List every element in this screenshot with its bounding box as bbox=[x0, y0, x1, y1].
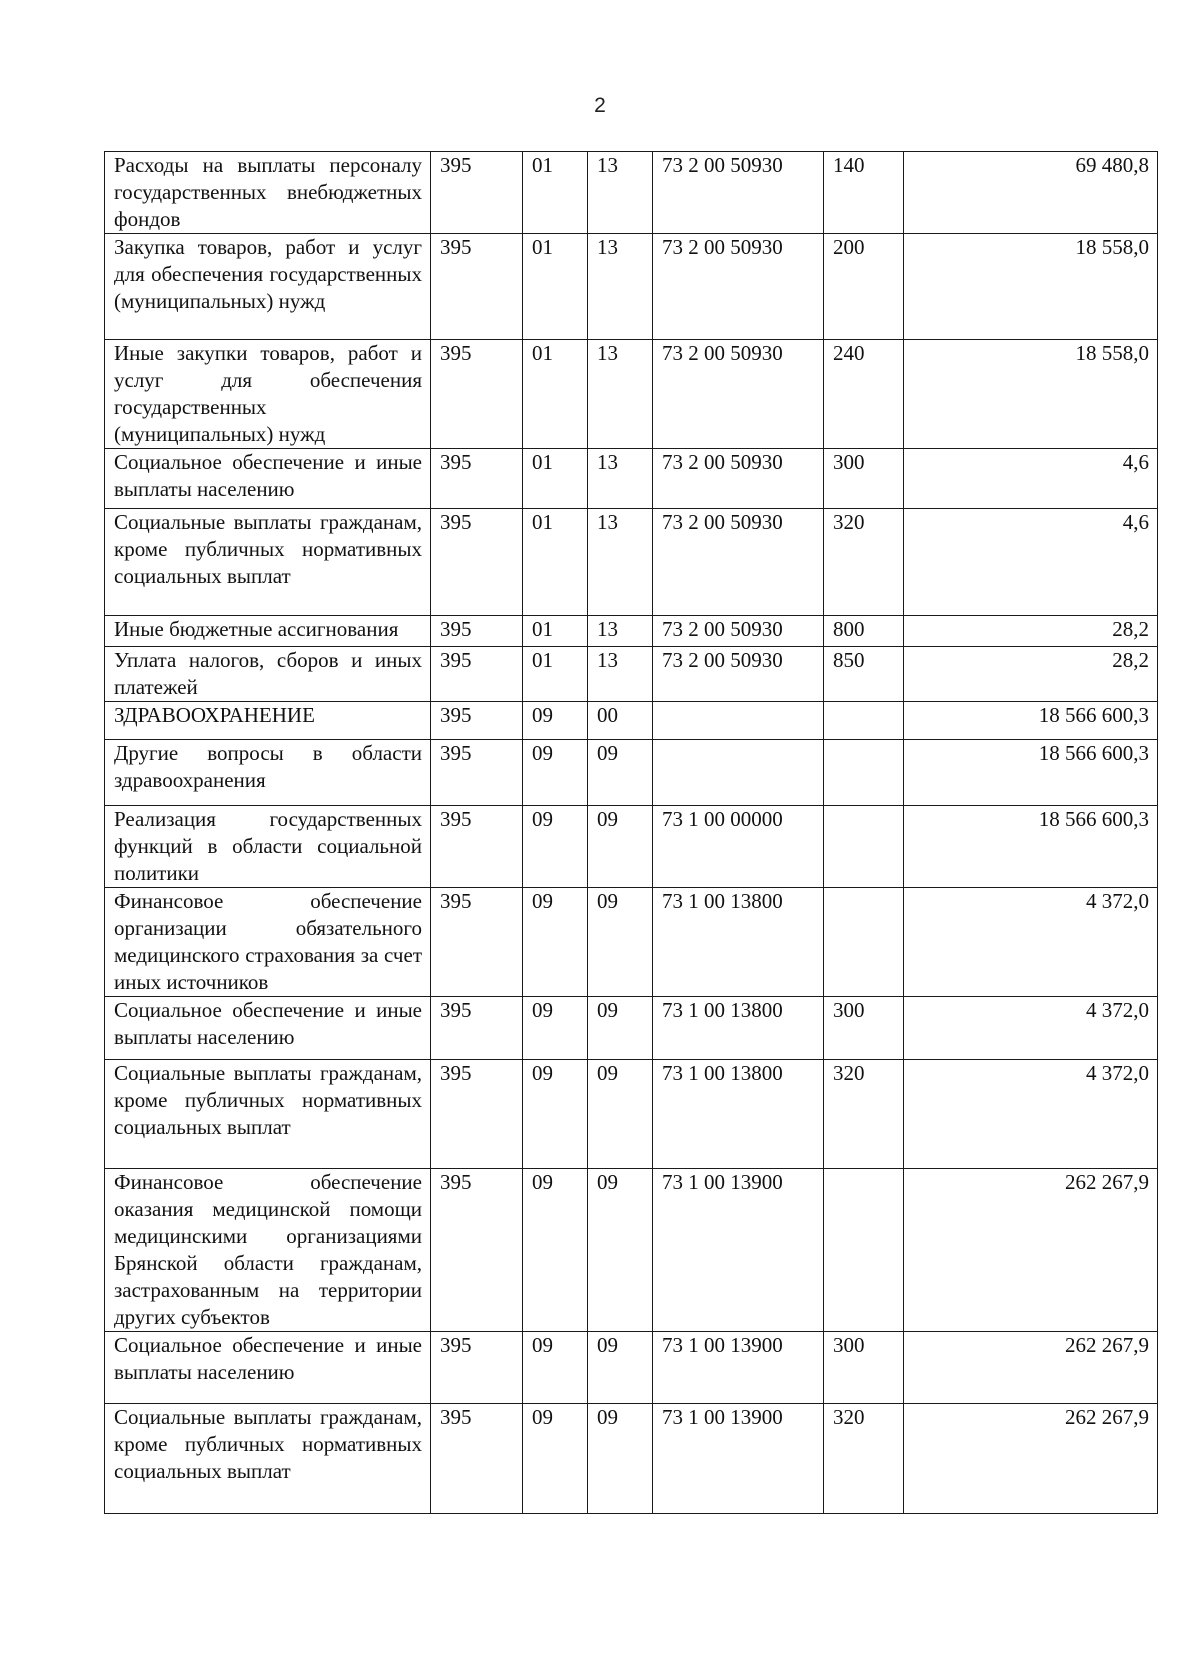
row-grbs: 395 bbox=[431, 888, 523, 997]
table-row bbox=[105, 340, 1158, 449]
row-amount: 4 372,0 bbox=[904, 1060, 1158, 1169]
row-target-article: 73 2 00 50930 bbox=[653, 647, 824, 702]
table-row bbox=[105, 740, 1158, 806]
row-grbs: 395 bbox=[431, 616, 523, 647]
row-subsection: 09 bbox=[588, 740, 653, 806]
row-section: 09 bbox=[523, 1404, 588, 1514]
row-name: Социальные выплаты гражданам, кроме публичных нормативных социальных выплат bbox=[105, 509, 431, 616]
row-expense-type bbox=[824, 740, 904, 806]
row-target-article: 73 2 00 50930 bbox=[653, 616, 824, 647]
row-grbs: 395 bbox=[431, 234, 523, 340]
row-amount: 4 372,0 bbox=[904, 888, 1158, 997]
row-name: Социальные выплаты гражданам, кроме публичных нормативных социальных выплат bbox=[105, 1060, 431, 1169]
row-subsection: 13 bbox=[588, 616, 653, 647]
row-expense-type: 800 bbox=[824, 616, 904, 647]
row-grbs: 395 bbox=[431, 1404, 523, 1514]
row-name: Уплата налогов, сборов и иных платежей bbox=[105, 647, 431, 702]
row-name: Социальное обеспечение и иные выплаты населению bbox=[105, 1332, 431, 1404]
row-grbs: 395 bbox=[431, 449, 523, 509]
row-amount: 28,2 bbox=[904, 616, 1158, 647]
row-grbs: 395 bbox=[431, 152, 523, 234]
row-grbs: 395 bbox=[431, 340, 523, 449]
row-section: 01 bbox=[523, 509, 588, 616]
row-name: Расходы на выплаты персоналу государственных внебюджетных фондов bbox=[105, 152, 431, 234]
row-name: Социальные выплаты гражданам, кроме публичных нормативных социальных выплат bbox=[105, 1404, 431, 1514]
row-amount: 18 566 600,3 bbox=[904, 740, 1158, 806]
table-row bbox=[105, 449, 1158, 509]
row-target-article: 73 1 00 13800 bbox=[653, 888, 824, 997]
row-grbs: 395 bbox=[431, 509, 523, 616]
row-expense-type: 850 bbox=[824, 647, 904, 702]
row-name: Другие вопросы в области здравоохранения bbox=[105, 740, 431, 806]
row-amount: 4,6 bbox=[904, 509, 1158, 616]
row-subsection: 13 bbox=[588, 152, 653, 234]
row-name: Финансовое обеспечение организации обязательного медицинского страхования за счет иных источников bbox=[105, 888, 431, 997]
row-target-article: 73 2 00 50930 bbox=[653, 509, 824, 616]
row-target-article: 73 2 00 50930 bbox=[653, 234, 824, 340]
row-grbs: 395 bbox=[431, 702, 523, 740]
row-name: ЗДРАВООХРАНЕНИЕ bbox=[105, 702, 431, 740]
row-target-article: 73 1 00 13900 bbox=[653, 1332, 824, 1404]
row-section: 09 bbox=[523, 702, 588, 740]
row-subsection: 09 bbox=[588, 1169, 653, 1332]
table-row bbox=[105, 888, 1158, 997]
table-row bbox=[105, 702, 1158, 740]
row-name: Иные бюджетные ассигнования bbox=[105, 616, 431, 647]
row-subsection: 09 bbox=[588, 888, 653, 997]
row-expense-type: 240 bbox=[824, 340, 904, 449]
row-name: Социальное обеспечение и иные выплаты населению bbox=[105, 997, 431, 1060]
row-grbs: 395 bbox=[431, 997, 523, 1060]
row-section: 01 bbox=[523, 152, 588, 234]
row-expense-type: 320 bbox=[824, 509, 904, 616]
row-target-article: 73 2 00 50930 bbox=[653, 152, 824, 234]
row-amount: 4,6 bbox=[904, 449, 1158, 509]
table-row bbox=[105, 647, 1158, 702]
row-section: 01 bbox=[523, 234, 588, 340]
row-grbs: 395 bbox=[431, 1332, 523, 1404]
row-expense-type: 300 bbox=[824, 1332, 904, 1404]
row-section: 09 bbox=[523, 1169, 588, 1332]
row-amount: 18 566 600,3 bbox=[904, 702, 1158, 740]
row-section: 09 bbox=[523, 740, 588, 806]
row-grbs: 395 bbox=[431, 1060, 523, 1169]
table-row bbox=[105, 806, 1158, 888]
row-expense-type bbox=[824, 702, 904, 740]
row-section: 01 bbox=[523, 449, 588, 509]
row-amount: 69 480,8 bbox=[904, 152, 1158, 234]
row-amount: 18 558,0 bbox=[904, 234, 1158, 340]
row-grbs: 395 bbox=[431, 1169, 523, 1332]
row-expense-type: 320 bbox=[824, 1404, 904, 1514]
table-row bbox=[105, 1404, 1158, 1514]
row-subsection: 00 bbox=[588, 702, 653, 740]
row-name: Иные закупки товаров, работ и услуг для обеспечения государственных (муниципальных) нужд bbox=[105, 340, 431, 449]
row-name: Реализация государственных функций в области социальной политики bbox=[105, 806, 431, 888]
row-amount: 4 372,0 bbox=[904, 997, 1158, 1060]
row-target-article: 73 1 00 13900 bbox=[653, 1404, 824, 1514]
row-section: 09 bbox=[523, 1060, 588, 1169]
row-subsection: 09 bbox=[588, 1060, 653, 1169]
row-expense-type: 300 bbox=[824, 449, 904, 509]
page-number: 2 bbox=[594, 94, 606, 117]
row-subsection: 09 bbox=[588, 1404, 653, 1514]
row-subsection: 09 bbox=[588, 1332, 653, 1404]
row-subsection: 13 bbox=[588, 647, 653, 702]
row-section: 01 bbox=[523, 616, 588, 647]
row-target-article bbox=[653, 740, 824, 806]
row-amount: 18 566 600,3 bbox=[904, 806, 1158, 888]
row-target-article: 73 1 00 00000 bbox=[653, 806, 824, 888]
row-grbs: 395 bbox=[431, 806, 523, 888]
row-expense-type: 140 bbox=[824, 152, 904, 234]
row-section: 09 bbox=[523, 806, 588, 888]
table-row bbox=[105, 1169, 1158, 1332]
row-expense-type: 200 bbox=[824, 234, 904, 340]
row-target-article bbox=[653, 702, 824, 740]
table-row bbox=[105, 509, 1158, 616]
row-section: 01 bbox=[523, 647, 588, 702]
row-target-article: 73 1 00 13900 bbox=[653, 1169, 824, 1332]
row-section: 01 bbox=[523, 340, 588, 449]
row-section: 09 bbox=[523, 997, 588, 1060]
row-subsection: 09 bbox=[588, 997, 653, 1060]
row-subsection: 13 bbox=[588, 340, 653, 449]
row-section: 09 bbox=[523, 888, 588, 997]
row-name: Социальное обеспечение и иные выплаты населению bbox=[105, 449, 431, 509]
row-target-article: 73 1 00 13800 bbox=[653, 997, 824, 1060]
row-expense-type bbox=[824, 1169, 904, 1332]
row-grbs: 395 bbox=[431, 740, 523, 806]
row-subsection: 13 bbox=[588, 449, 653, 509]
row-amount: 262 267,9 bbox=[904, 1332, 1158, 1404]
row-amount: 262 267,9 bbox=[904, 1404, 1158, 1514]
row-subsection: 13 bbox=[588, 509, 653, 616]
row-name: Финансовое обеспечение оказания медицинской помощи медицинскими организациями Брянской области гражданам, застрахованным на территории других субъектов bbox=[105, 1169, 431, 1332]
row-target-article: 73 2 00 50930 bbox=[653, 340, 824, 449]
table-row bbox=[105, 152, 1158, 234]
table-row bbox=[105, 234, 1158, 340]
table-row bbox=[105, 997, 1158, 1060]
row-amount: 262 267,9 bbox=[904, 1169, 1158, 1332]
row-target-article: 73 2 00 50930 bbox=[653, 449, 824, 509]
table-row bbox=[105, 616, 1158, 647]
row-expense-type: 300 bbox=[824, 997, 904, 1060]
row-expense-type bbox=[824, 806, 904, 888]
row-subsection: 09 bbox=[588, 806, 653, 888]
row-target-article: 73 1 00 13800 bbox=[653, 1060, 824, 1169]
row-expense-type: 320 bbox=[824, 1060, 904, 1169]
row-subsection: 13 bbox=[588, 234, 653, 340]
row-name: Закупка товаров, работ и услуг для обеспечения государственных (муниципальных) нужд bbox=[105, 234, 431, 340]
row-expense-type bbox=[824, 888, 904, 997]
row-amount: 18 558,0 bbox=[904, 340, 1158, 449]
row-amount: 28,2 bbox=[904, 647, 1158, 702]
table-row bbox=[105, 1332, 1158, 1404]
row-grbs: 395 bbox=[431, 647, 523, 702]
table-row bbox=[105, 1060, 1158, 1169]
row-section: 09 bbox=[523, 1332, 588, 1404]
budget-table bbox=[104, 151, 1158, 1514]
